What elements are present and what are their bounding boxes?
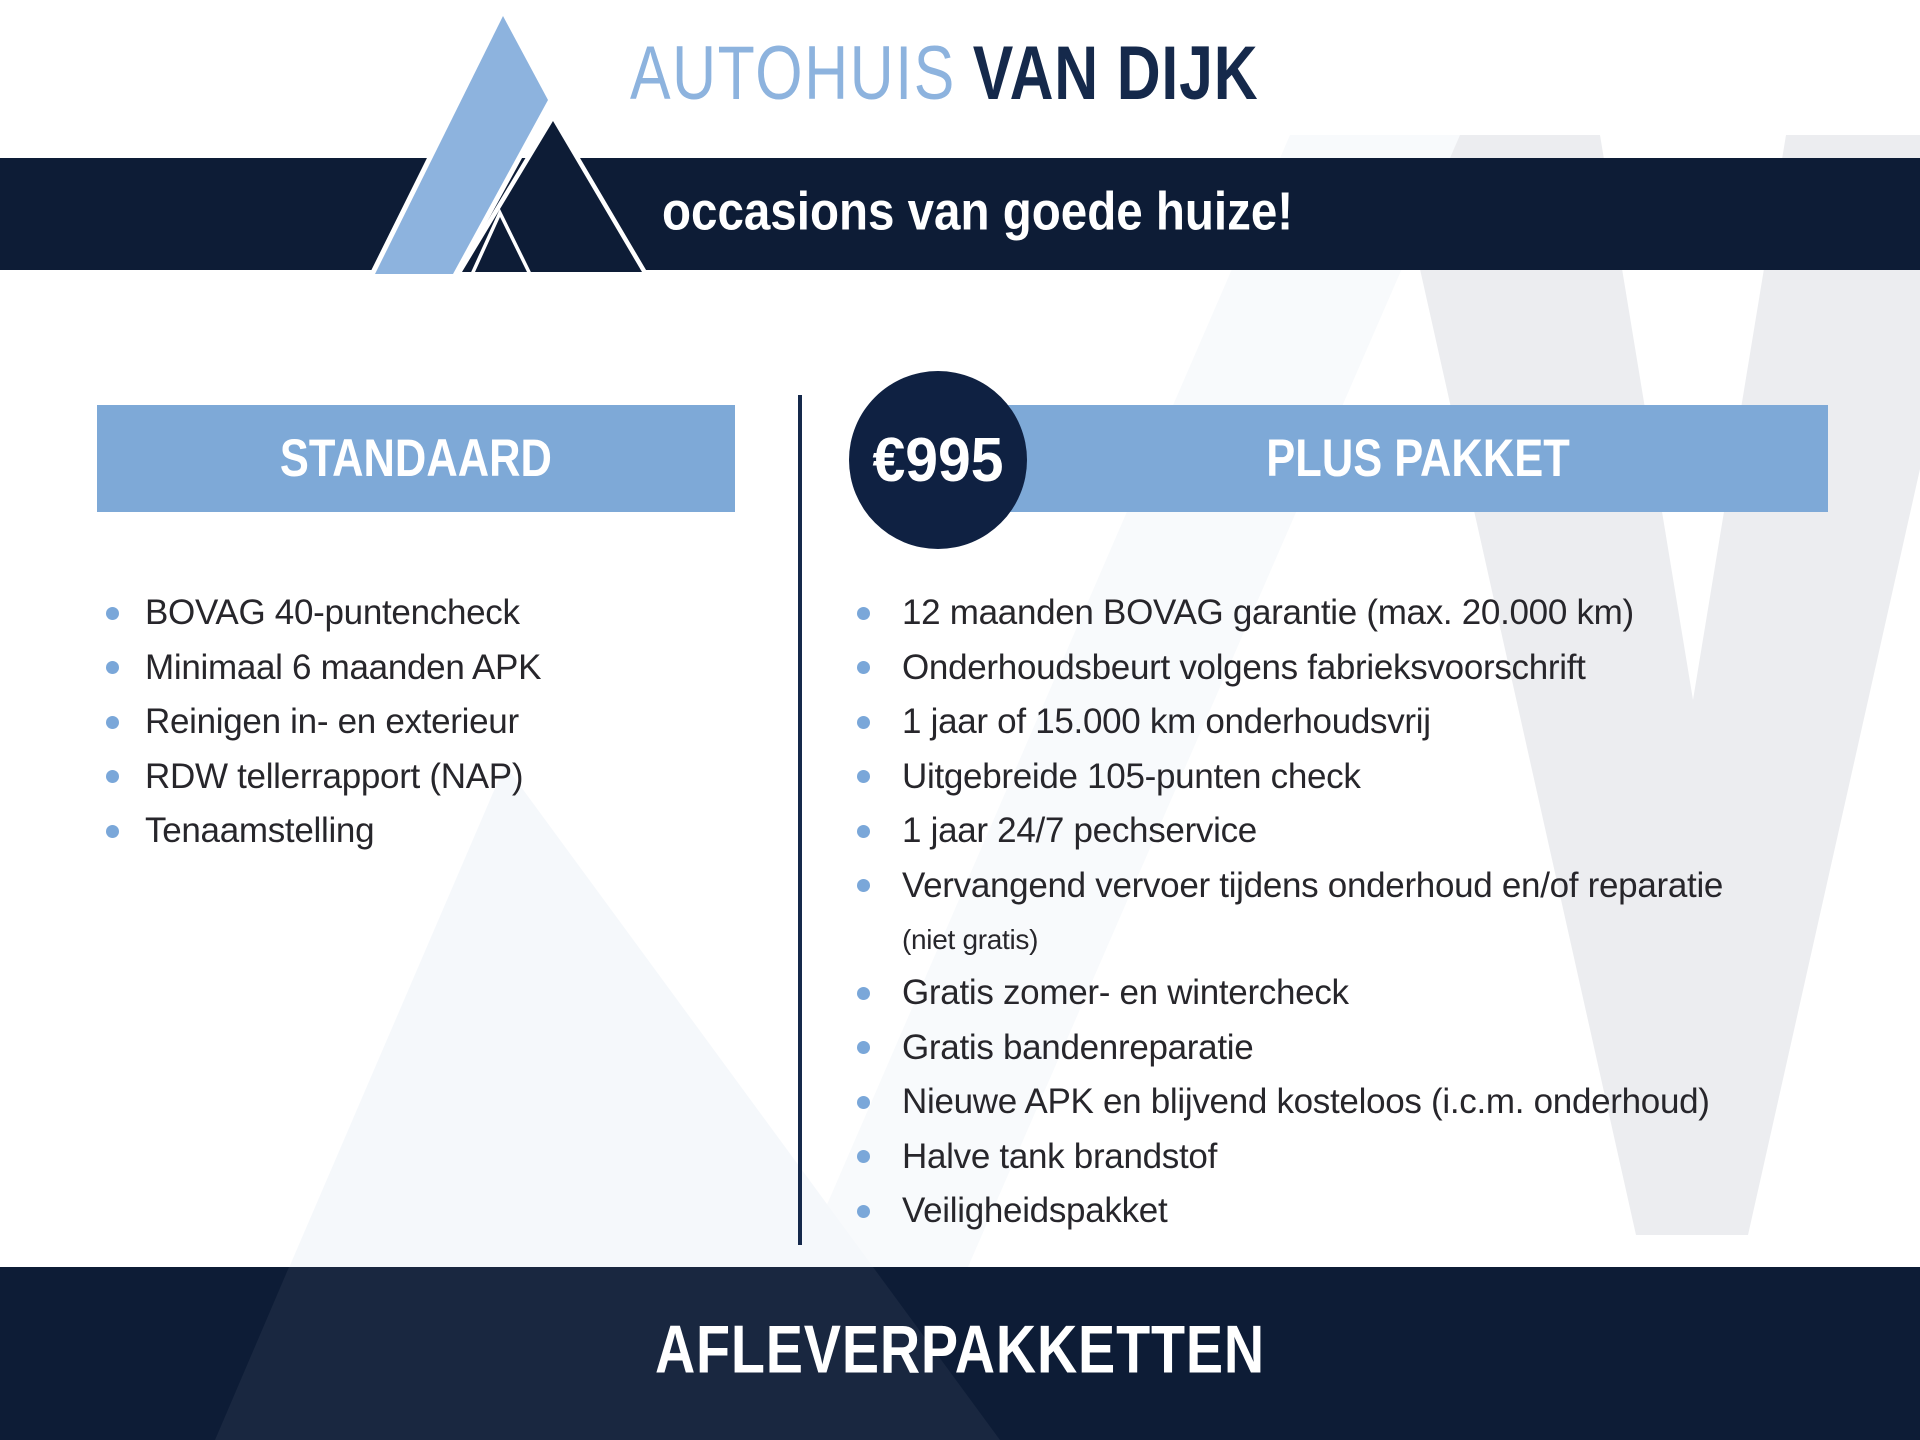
brand-title [630, 31, 1259, 116]
standard-header-bar [97, 405, 735, 512]
list-item [848, 804, 1723, 859]
brand-name-bold: VAN DIJK [972, 31, 1259, 116]
list-item [848, 586, 1723, 641]
bullet-dot-icon [106, 770, 119, 783]
bullet-dot-icon [857, 716, 870, 729]
bullet-dot-icon [857, 1150, 870, 1163]
bullet-dot-icon [857, 607, 870, 620]
list-item-label: Halve tank brandstof [902, 1136, 1218, 1176]
list-item [97, 586, 541, 641]
list-item [848, 859, 1723, 914]
bullet-dot-icon [857, 1205, 870, 1218]
list-item [97, 641, 541, 696]
list-item [848, 1021, 1723, 1076]
bullet-dot-icon [106, 661, 119, 674]
list-item [97, 750, 541, 805]
list-item [848, 695, 1723, 750]
list-item-label: Minimaal 6 maanden APK [145, 647, 542, 687]
list-item [848, 641, 1723, 696]
list-item [848, 966, 1723, 1021]
column-divider [798, 395, 802, 1245]
bullet-dot-icon [106, 825, 119, 838]
standard-list [97, 586, 541, 859]
list-item-note: (niet gratis) [902, 924, 1039, 955]
bullet-dot-icon [106, 716, 119, 729]
list-item-label: Onderhoudsbeurt volgens fabrieksvoorschrift [902, 647, 1586, 687]
list-item-label: BOVAG 40-puntencheck [145, 593, 520, 632]
list-item-label: Uitgebreide 105-punten check [902, 756, 1361, 796]
footer-banner [0, 1267, 1920, 1440]
bullet-dot-icon [857, 1041, 870, 1054]
list-item-label: Gratis zomer- en wintercheck [902, 973, 1349, 1012]
list-item [848, 1130, 1723, 1185]
list-item-label: Nieuwe APK en blijvend kosteloos (i.c.m. onderhoud) [902, 1082, 1710, 1121]
bullet-dot-icon [857, 825, 870, 838]
footer-title-label: AFLEVERPAKKETTEN [654, 1310, 1265, 1387]
list-item [97, 695, 541, 750]
bullet-dot-icon [857, 661, 870, 674]
list-item-label: Reinigen in- en exterieur [145, 702, 519, 741]
list-item-label: Vervangend vervoer tijdens onderhoud en/of reparatie [902, 865, 1724, 905]
list-item-label: Gratis bandenreparatie [902, 1027, 1254, 1067]
footer-title [0, 1310, 1920, 1388]
standard-title: STANDAARD [279, 429, 553, 488]
bullet-dot-icon [857, 879, 870, 892]
plus-title: PLUS PAKKET [1266, 429, 1570, 488]
price-badge [849, 371, 1027, 549]
list-item-label: Tenaamstelling [145, 811, 375, 850]
list-item [848, 1075, 1723, 1130]
list-item-label: Veiligheidspakket [902, 1191, 1168, 1230]
brand-tagline: occasions van goede huize! [662, 181, 1294, 242]
list-item-label: 12 maanden BOVAG garantie (max. 20.000 km) [902, 593, 1634, 632]
list-item-label: 1 jaar of 15.000 km onderhoudsvrij [902, 702, 1431, 741]
bullet-dot-icon [857, 987, 870, 1000]
list-item [848, 750, 1723, 805]
list-item [848, 1184, 1723, 1239]
bullet-dot-icon [857, 770, 870, 783]
price-value: €995 [872, 425, 1004, 495]
bullet-dot-icon [857, 1096, 870, 1109]
plus-list [848, 586, 1723, 1239]
list-item-label: RDW tellerrapport (NAP) [145, 756, 524, 796]
bullet-dot-icon [106, 607, 119, 620]
list-item-label: 1 jaar 24/7 pechservice [902, 811, 1257, 850]
brand-name-light: AUTOHUIS [630, 31, 956, 116]
list-item [97, 804, 541, 859]
header-banner [0, 158, 1920, 270]
